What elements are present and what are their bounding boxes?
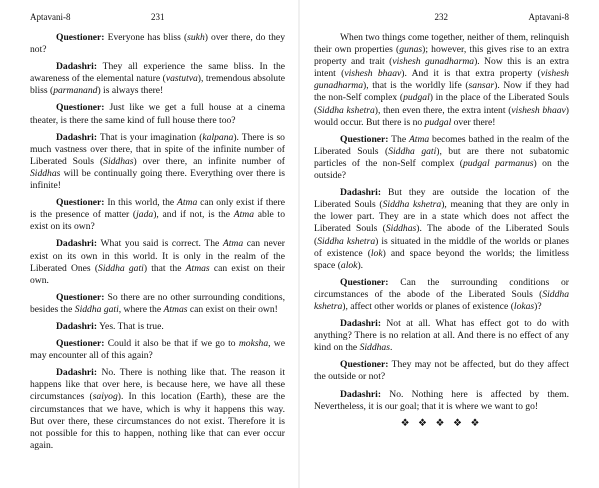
italic-term: pudgal	[424, 116, 452, 128]
dialogue-paragraph	[30, 367, 285, 452]
dialogue-paragraph	[314, 389, 569, 413]
section-end-ornament: ❖ ❖ ❖ ❖ ❖	[400, 417, 483, 429]
dialogue-paragraph	[30, 102, 285, 126]
paragraph-text: ) that the	[143, 262, 186, 274]
dialogue-paragraph	[30, 338, 285, 362]
paragraph-text: ). There is so much vastness over there, that in spite of the infinite number of Liberated Souls (	[30, 131, 285, 167]
dialogue-paragraph	[314, 359, 569, 383]
paragraph-text: can only exist if there is the presence of matter (	[30, 197, 285, 221]
paragraph-text: That is your imagination (	[97, 131, 203, 143]
italic-term: Siddha kshetra	[317, 104, 375, 116]
paragraph-text: ). In this location (Earth), these are the circumstances that we have, which is why it happens this way. But over there, these circumstances do not exist. Therefore it is not possible for this to happen, nothing like that can ever occur again.	[30, 391, 285, 451]
paragraph-text: ) and space beyond the worlds; the limitless space (	[314, 247, 569, 271]
speaker-name: Questioner:	[56, 197, 105, 209]
paragraph-text: Could it also be that if we go to	[104, 338, 239, 350]
dialogue-paragraph	[314, 187, 569, 272]
italic-term: sansar	[468, 80, 495, 92]
right-page-header	[314, 12, 569, 24]
paragraph-text: Yes. That is true.	[97, 320, 164, 332]
paragraph-text: ), but are there not subatomic particles of the non-Self complex (	[314, 145, 569, 169]
paragraph-text: ) on the outside?	[314, 157, 569, 182]
speaker-name: Dadashri:	[56, 367, 98, 379]
speaker-name: Dadashri:	[56, 320, 98, 332]
paragraph-text: Not at all. What has effect got to do with anything? There is no relation at all. And there is no effect of any kind on the	[314, 318, 569, 354]
speaker-name: Dadashri:	[340, 187, 382, 199]
italic-term: saiyog	[92, 391, 118, 403]
italic-term: Siddha kshetra	[382, 199, 442, 211]
italic-term: alok	[340, 259, 358, 271]
dialogue-paragraph	[30, 321, 285, 333]
paragraph-text: ) would occur. But there is no	[314, 104, 569, 128]
dialogue-paragraph	[314, 277, 569, 313]
paragraph-text: ), affect other worlds or planes of existence (	[342, 300, 514, 312]
paragraph-text: But they are outside the location of the Liberated Souls (	[314, 187, 569, 211]
italic-term: sukh	[187, 32, 205, 43]
paragraph-text: ) is always there!	[97, 85, 164, 97]
paragraph-text: will be continually going there. Everything over there is infinite!	[30, 167, 285, 192]
italic-term: Siddha kshetra	[317, 235, 376, 247]
italic-term: parmanand	[53, 85, 98, 97]
paragraph-text: ) in the place of the Liberated Souls (	[314, 92, 569, 116]
speaker-name: Dadashri:	[340, 318, 382, 330]
italic-term: vishesh gunadharma	[392, 56, 475, 68]
italic-term: Siddha gati	[74, 303, 119, 315]
paragraph-text: Just like we get a full house at a cinema theater, is there the same kind of full house there too?	[30, 102, 285, 126]
speaker-name: Questioner:	[56, 338, 105, 350]
paragraph-text: So there are no other surrounding conditions, besides the	[30, 291, 285, 315]
paragraph-text: can exist on their own!	[187, 303, 278, 315]
paragraph-text: )?	[534, 300, 542, 312]
paragraph-text: ) over there, do they not?	[30, 32, 285, 56]
paragraph-text: ). The abode of the Liberated Souls (	[314, 223, 569, 247]
paragraph-text: They may not be affected, but do they affect the outside or not?	[314, 359, 569, 383]
dialogue-paragraph	[30, 32, 285, 56]
paragraph-text: They all experience the same bliss. In the awareness of the elemental nature (	[30, 61, 285, 85]
italic-term: Atma	[177, 197, 198, 209]
running-head: Aptavani-8	[528, 12, 569, 22]
paragraph-text: In this world, the	[104, 197, 178, 209]
paragraph-text: , we may encounter all of this again?	[30, 338, 285, 362]
dialogue-paragraph	[314, 134, 569, 182]
left-page-header	[30, 12, 285, 24]
dialogue-paragraph	[314, 318, 569, 354]
italic-term: Siddha gati	[98, 262, 144, 274]
italic-term: pudgal	[403, 92, 430, 104]
italic-term: vishesh bhaav	[344, 68, 402, 80]
speaker-name: Dadashri:	[340, 388, 382, 400]
italic-term: vishesh gunadharma	[314, 68, 569, 92]
speaker-name: Dadashri:	[56, 131, 98, 143]
paragraph-text: , where the	[118, 303, 164, 315]
italic-term: kalpana	[202, 131, 234, 143]
italic-term: Atmas	[163, 303, 188, 315]
dialogue-paragraph	[30, 238, 285, 286]
italic-term: vishesh bhaav	[511, 104, 566, 116]
speaker-name: Questioner:	[340, 133, 389, 145]
paragraph-text: ). Now if they had the non-Self complex (	[314, 80, 569, 104]
paragraph-text: No. Nothing here is affected by them. Nevertheless, it is our goal; that it is where we want to go!	[314, 388, 569, 412]
paragraph-text: over there!	[451, 116, 496, 128]
speaker-name: Questioner:	[56, 32, 105, 43]
dialogue-paragraph	[30, 292, 285, 316]
italic-term: Siddhas	[30, 167, 61, 179]
speaker-name: Questioner:	[340, 359, 389, 371]
paragraph-text: ), tremendous absolute bliss (	[30, 73, 286, 97]
italic-term: vastutva	[165, 73, 198, 85]
dialogue-paragraph	[30, 132, 285, 192]
paragraph-text: Everyone has bliss (	[104, 32, 188, 43]
paragraph-text: can never exist on its own in this world. It is only in the realm of the Liberated Ones (	[30, 238, 286, 274]
italic-term: Atma	[233, 209, 255, 221]
italic-term: Atma	[408, 133, 430, 145]
paragraph-text: ).	[357, 259, 364, 271]
speaker-name: Questioner:	[56, 291, 105, 303]
speaker-name: Dadashri:	[56, 238, 98, 250]
paragraph-text: When two things come together, neither of them, relinquish their own properties (	[314, 32, 569, 56]
italic-term: Atma	[222, 238, 244, 250]
page-number: 232	[434, 12, 448, 22]
speaker-name: Questioner:	[56, 102, 105, 114]
running-head: Aptavani-8	[30, 12, 71, 22]
paragraph-text: .	[389, 342, 393, 354]
italic-term: Siddha gati	[388, 145, 437, 157]
right-page-body	[314, 32, 569, 413]
paragraph-text: ). And it is that extra property (	[401, 68, 541, 80]
paragraph-text: ). Now this is an extra intent (	[314, 56, 569, 80]
dialogue-paragraph	[314, 32, 569, 129]
page-number: 231	[151, 12, 165, 22]
right-page	[300, 0, 599, 488]
italic-term: lokas	[513, 300, 535, 312]
italic-term: Atmas	[185, 262, 210, 274]
italic-term: lok	[370, 247, 383, 259]
italic-term: pudgal parmanus	[462, 157, 534, 169]
italic-term: Siddhas	[385, 223, 417, 235]
italic-term: gunas	[399, 44, 423, 56]
paragraph-text: able to exist on its own?	[30, 209, 285, 233]
italic-term: Siddhas	[359, 342, 390, 354]
paragraph-text: ) over there, an infinite number of	[133, 155, 285, 167]
paragraph-text: can exist on their own.	[30, 262, 286, 286]
speaker-name: Questioner:	[340, 276, 389, 288]
italic-term: jada	[136, 209, 154, 221]
dialogue-paragraph	[30, 197, 285, 233]
left-page-body	[30, 32, 285, 452]
paragraph-text: ), that is the worldly life (	[363, 80, 469, 92]
paragraph-text: Can the surrounding conditions or circumstances of the abode of the Liberated Souls (	[314, 276, 569, 300]
paragraph-text: What you said is correct. The	[97, 238, 223, 250]
dialogue-paragraph	[30, 61, 285, 97]
paragraph-text: ), then even there, the extra intent (	[374, 104, 512, 116]
paragraph-text: No. There is nothing like that. The reason it happens like that over here, is because here, we have all these circumstances (	[30, 367, 285, 403]
paragraph-text: ), meaning that they are only in the lower part. They are in a state which does not affect the Liberated Souls (	[314, 199, 570, 235]
left-page	[0, 0, 299, 488]
italic-term: Siddhas	[103, 155, 134, 167]
speaker-name: Dadashri:	[56, 61, 98, 73]
italic-term: Siddha kshetra	[314, 288, 569, 312]
italic-term: moksha	[238, 338, 269, 350]
paragraph-text: ); however, this gives rise to an extra property and trait (	[314, 44, 569, 68]
paragraph-text: ), and if not, is the	[153, 209, 234, 221]
paragraph-text: ) is situated in the middle of the worlds or planes of existence (	[314, 235, 569, 259]
paragraph-text: becomes bathed in the realm of the Liberated Souls (	[314, 133, 569, 157]
paragraph-text: The	[388, 133, 409, 145]
